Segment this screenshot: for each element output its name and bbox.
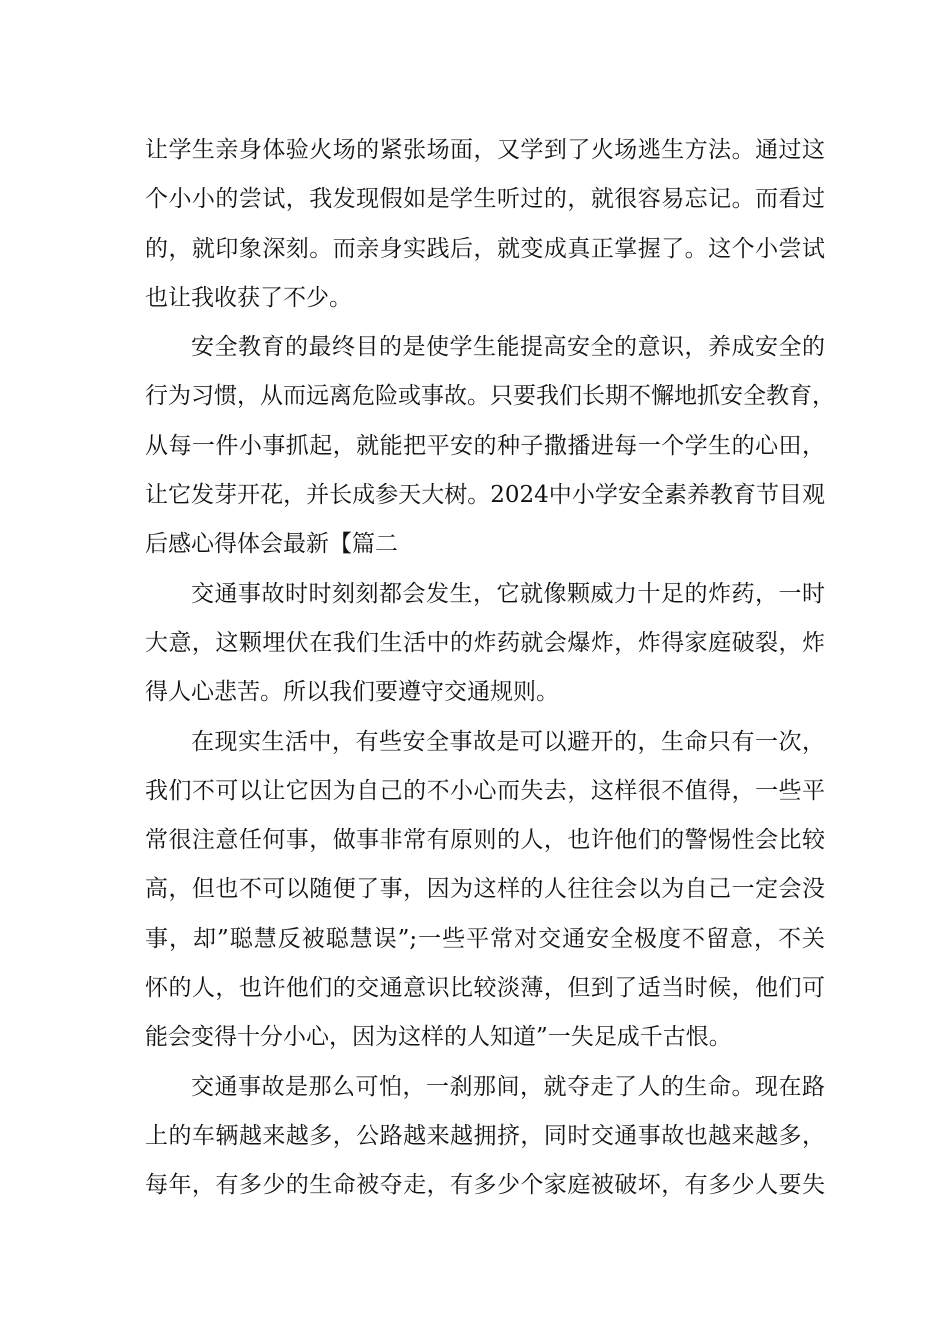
text-line: 个小小的尝试，我发现假如是学生听过的，就很容易忘记。而看过 (145, 186, 825, 213)
document-body (145, 126, 835, 1211)
text-line: 让它发芽开花，并长成参天大树。2024中小学安全素养教育节目观 (145, 482, 825, 509)
text-line: 让学生亲身体验火场的紧张场面，又学到了火场逃生方法。通过这 (145, 137, 825, 163)
text-line: 得人心悲苦。所以我们要遵守交通规则。 (145, 679, 559, 706)
text-line: 上的车辆越来越多，公路越来越拥挤，同时交通事故也越来越多， (145, 1122, 825, 1149)
text-line: 事，却”聪慧反被聪慧误”;一些平常对交通安全极度不留意，不关 (145, 925, 825, 952)
section-heading-line: 后感心得体会最新【篇二 (145, 531, 398, 558)
paragraph-first-line: 在现实生活中，有些安全事故是可以避开的，生命只有一次， (191, 728, 825, 755)
text-line: 能会变得十分小心，因为这样的人知道”一失足成千古恨。 (145, 1024, 732, 1051)
text-line: 的，就印象深刻。而亲身实践后，就变成真正掌握了。这个小尝试 (145, 235, 825, 262)
text-line: 行为习惯，从而远离危险或事故。只要我们长期不懈地抓安全教育， (145, 383, 835, 410)
paragraph-first-line: 安全教育的最终目的是使学生能提高安全的意识，养成安全的 (191, 334, 825, 361)
text-line: 每年，有多少的生命被夺走，有多少个家庭被破坏，有多少人要失 (145, 1172, 825, 1199)
text-line: 从每一件小事抓起，就能把平安的种子撒播进每一个学生的心田， (145, 432, 825, 459)
paragraph-first-line: 交通事故是那么可怕，一刹那间，就夺走了人的生命。现在路 (191, 1073, 825, 1100)
paragraph-first-line: 交通事故时时刻刻都会发生，它就像颗威力十足的炸药，一时 (191, 580, 825, 607)
text-line: 常很注意任何事，做事非常有原则的人，也许他们的警惕性会比较 (145, 827, 825, 854)
text-line: 大意，这颗埋伏在我们生活中的炸药就会爆炸，炸得家庭破裂，炸 (145, 629, 825, 656)
text-line: 也让我收获了不少。 (145, 284, 352, 311)
text-line: 怀的人，也许他们的交通意识比较淡薄，但到了适当时候，他们可 (145, 975, 825, 1002)
text-line: 我们不可以让它因为自己的不小心而失去，这样很不值得，一些平 (145, 777, 825, 804)
text-line: 高，但也不可以随便了事，因为这样的人往往会以为自己一定会没 (145, 876, 825, 903)
